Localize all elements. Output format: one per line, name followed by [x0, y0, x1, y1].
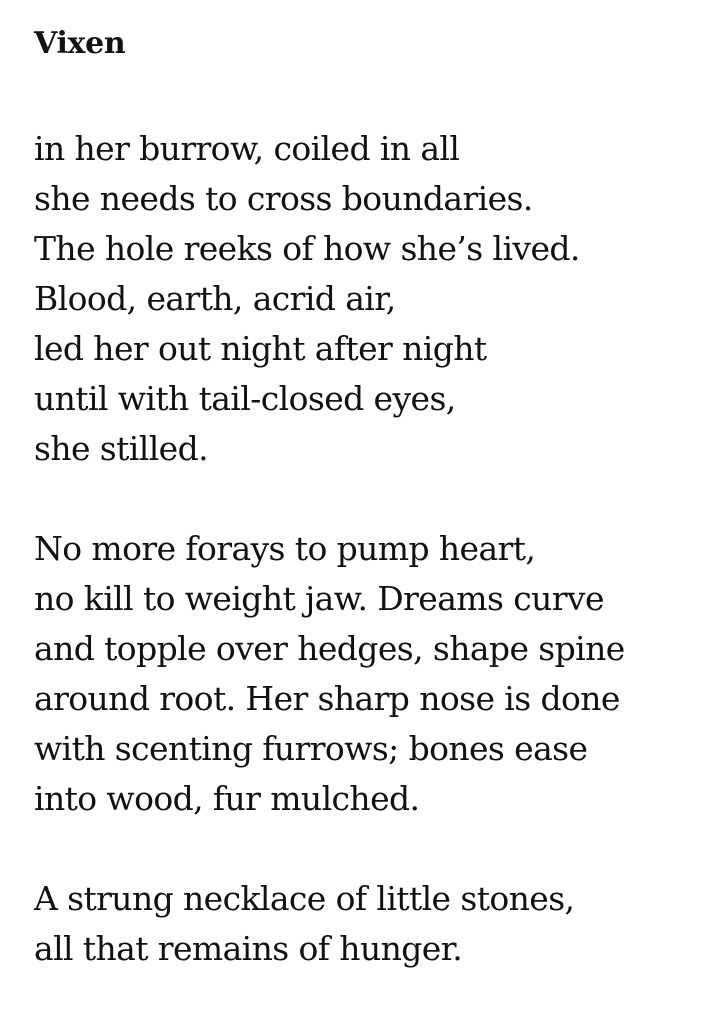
poem	[34, 24, 694, 1024]
poem-line: around root. Her sharp nose is done	[34, 679, 620, 718]
poem-line: A strung necklace of little stones,	[34, 879, 575, 918]
poem-line: all that remains of hunger.	[34, 929, 463, 968]
stanza-2	[34, 524, 694, 824]
stanza-3	[34, 874, 694, 974]
poem-line: with scenting furrows; bones ease	[34, 729, 588, 768]
poem-line: Blood, earth, acrid air,	[34, 279, 396, 318]
poem-line: in her burrow, coiled in all	[34, 129, 460, 168]
poem-line: into wood, fur mulched.	[34, 779, 420, 818]
poem-line: The hole reeks of how she’s lived.	[34, 229, 580, 268]
poem-line: led her out night after night	[34, 329, 487, 368]
poem-line: no kill to weight jaw. Dreams curve	[34, 579, 604, 618]
poem-line: she needs to cross boundaries.	[34, 179, 533, 218]
poem-line: No more forays to pump heart,	[34, 529, 536, 568]
poem-line: and topple over hedges, shape spine	[34, 629, 625, 668]
poem-line: until with tail-closed eyes,	[34, 379, 456, 418]
poem-line: she stilled.	[34, 429, 209, 468]
stanza-1	[34, 124, 694, 474]
poem-title: Vixen	[34, 26, 126, 61]
